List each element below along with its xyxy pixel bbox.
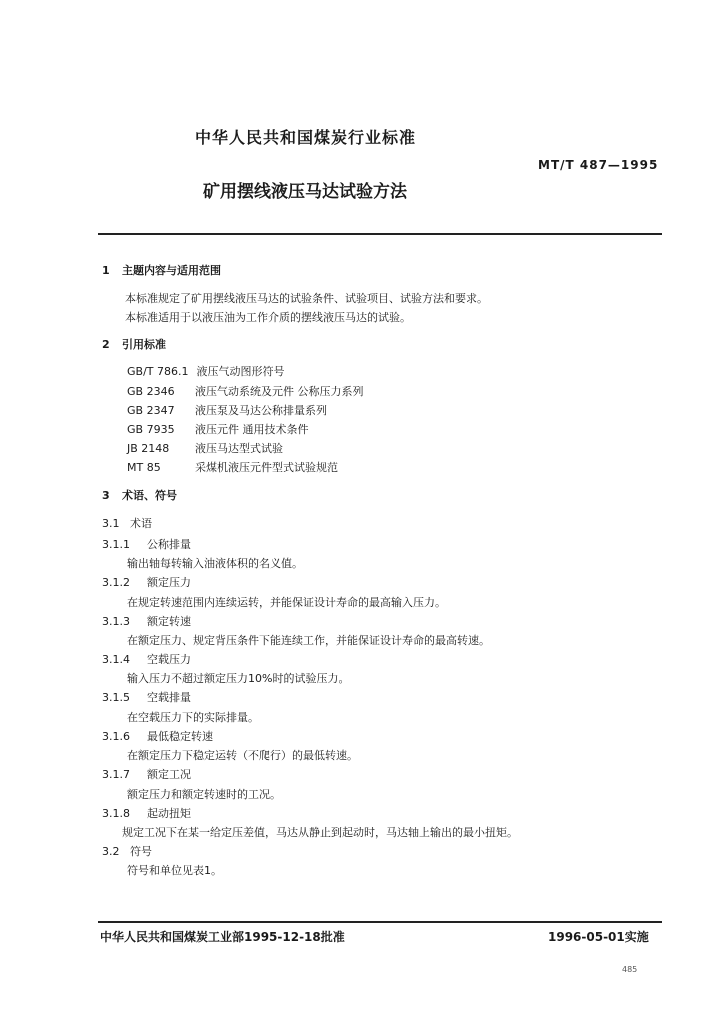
reference-name: 液压气动图形符号: [196, 365, 285, 378]
term-definition: 输入压力不超过额定压力10%时的试验压力。: [127, 672, 350, 685]
reference-item: [127, 421, 309, 437]
footer-divider: [98, 921, 662, 923]
term-heading: [102, 651, 191, 667]
term-number: 3.1.6: [102, 730, 130, 743]
term-heading: [102, 613, 191, 629]
term-title: 最低稳定转速: [147, 730, 213, 743]
term-definition: 在额定压力下稳定运转（不爬行）的最低转速。: [127, 749, 358, 762]
term-title: 额定工况: [147, 768, 191, 781]
term-definition: 输出轴每转输入油液体积的名义值。: [127, 557, 303, 570]
section-number: 2: [102, 338, 110, 351]
reference-name: 液压泵及马达公称排量系列: [195, 404, 327, 417]
industry-standard-heading: 中华人民共和国煤炭行业标准: [195, 128, 417, 147]
reference-item: [127, 440, 283, 456]
term-heading: [102, 766, 191, 782]
section-title: 术语、符号: [122, 489, 177, 502]
term-definition: 在额定压力、规定背压条件下能连续工作，并能保证设计寿命的最高转速。: [127, 634, 490, 647]
term-title: 起动扭矩: [147, 807, 191, 820]
subsection-title: 术语: [130, 517, 152, 530]
reference-item: [127, 402, 327, 418]
paragraph: 本标准规定了矿用摆线液压马达的试验条件、试验项目、试验方法和要求。: [125, 292, 488, 305]
section-number: 3: [102, 489, 110, 502]
term-title: 空载排量: [147, 691, 191, 704]
paragraph: 本标准适用于以液压油为工作介质的摆线液压马达的试验。: [125, 311, 411, 324]
reference-item: [127, 459, 338, 475]
term-heading: [102, 805, 191, 821]
section-2-heading: [102, 336, 166, 352]
subsection-3-1: [102, 515, 152, 531]
reference-item: [127, 363, 284, 379]
section-number: 1: [102, 264, 110, 277]
term-number: 3.1.2: [102, 576, 130, 589]
term-definition: 规定工况下在某一给定压差值，马达从静止到起动时，马达轴上输出的最小扭矩。: [122, 826, 518, 839]
paragraph: 符号和单位见表1。: [127, 864, 222, 877]
issuing-authority: 中华人民共和国煤炭工业部1995-12-18批准: [100, 930, 345, 944]
reference-code: JB 2148: [127, 442, 170, 455]
reference-name: 液压马达型式试验: [195, 442, 283, 455]
term-number: 3.1.3: [102, 615, 130, 628]
subsection-title: 符号: [130, 845, 152, 858]
effective-date: 1996-05-01实施: [548, 930, 649, 944]
section-3-heading: [102, 487, 177, 503]
reference-item: [127, 383, 364, 399]
reference-code: MT 85: [127, 461, 161, 474]
reference-name: 液压气动系统及元件 公称压力系列: [195, 385, 364, 398]
section-1-heading: [102, 262, 221, 278]
standard-number: MT/T 487—1995: [538, 158, 659, 172]
term-title: 额定转速: [147, 615, 191, 628]
term-heading: [102, 536, 191, 552]
reference-code: GB/T 786.1: [127, 365, 189, 378]
term-definition: 在空载压力下的实际排量。: [127, 711, 259, 724]
term-title: 空载压力: [147, 653, 191, 666]
subsection-number: 3.2: [102, 845, 120, 858]
reference-code: GB 7935: [127, 423, 175, 436]
section-title: 主题内容与适用范围: [122, 264, 221, 277]
term-definition: 额定压力和额定转速时的工况。: [127, 788, 281, 801]
reference-code: GB 2347: [127, 404, 175, 417]
reference-name: 液压元件 通用技术条件: [195, 423, 309, 436]
document-title: 矿用摆线液压马达试验方法: [203, 182, 407, 202]
term-number: 3.1.1: [102, 538, 130, 551]
term-number: 3.1.7: [102, 768, 130, 781]
header-divider: [98, 233, 662, 235]
term-number: 3.1.4: [102, 653, 130, 666]
term-heading: [102, 728, 213, 744]
term-number: 3.1.8: [102, 807, 130, 820]
subsection-3-2: [102, 843, 152, 859]
reference-code: GB 2346: [127, 385, 175, 398]
subsection-number: 3.1: [102, 517, 120, 530]
term-heading: [102, 574, 191, 590]
page-number: 485: [622, 965, 638, 974]
term-title: 额定压力: [147, 576, 191, 589]
section-title: 引用标准: [122, 338, 166, 351]
term-title: 公称排量: [147, 538, 191, 551]
reference-name: 采煤机液压元件型式试验规范: [195, 461, 338, 474]
term-number: 3.1.5: [102, 691, 130, 704]
term-definition: 在规定转速范围内连续运转，并能保证设计寿命的最高输入压力。: [127, 596, 446, 609]
term-heading: [102, 689, 191, 705]
